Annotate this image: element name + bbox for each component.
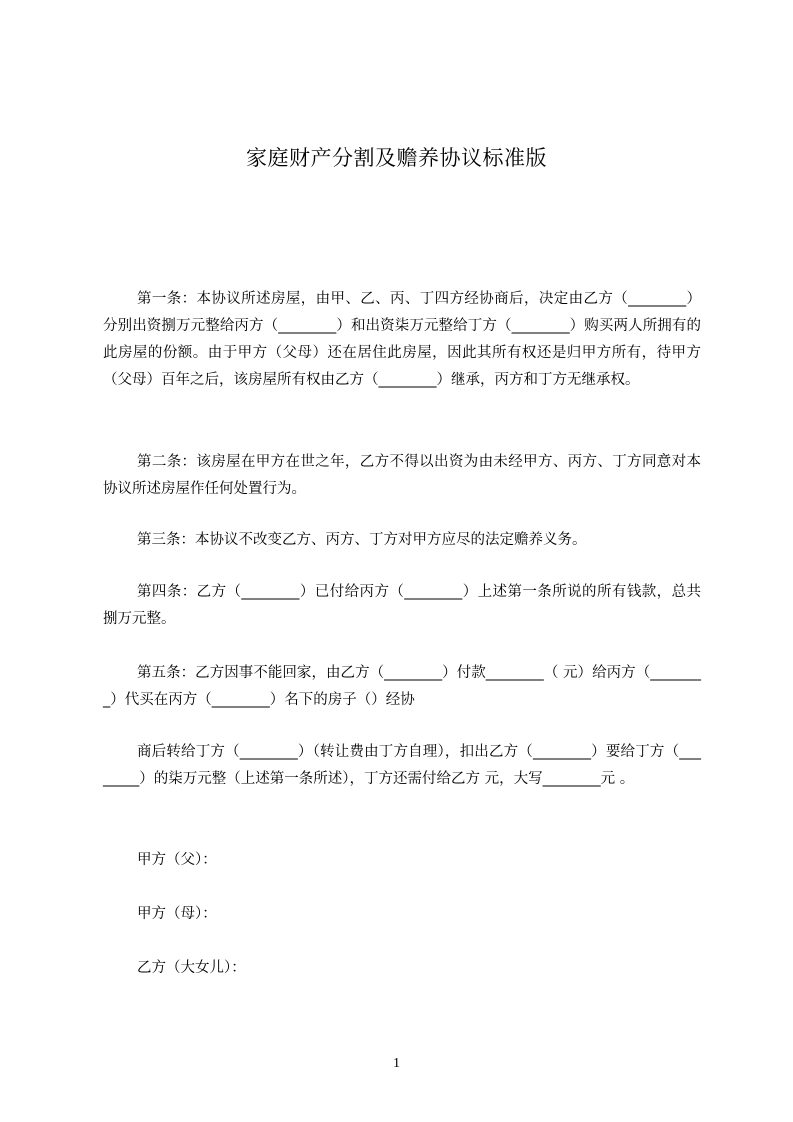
signature-party-a-father: 甲方（父）：	[137, 852, 217, 868]
article-1: 第一条：本协议所述房屋，由甲、乙、丙、丁四方经协商后，决定由乙方（________）分别出资捌万元整给丙方（________）和出资柒万元整给丁方（________）购买两人所拥有的此房屋的份额。由于甲方（父母）还在居住此房屋，因此其所有权还是归甲方所有，待甲方（父母）百年之后，该房屋所有权由乙方（________）继承，丙方和丁方无继承权。	[103, 291, 701, 388]
page-number: 1	[393, 1056, 400, 1071]
signature-party-a-mother: 甲方（母）：	[137, 906, 217, 922]
article-5-continued: 商后转给丁方（________）（转让费由丁方自理），扣出乙方（________）要给丁方（________）的柒万元整（上述第一条所述），丁方还需付给乙方 元，大写________元 。	[103, 744, 701, 787]
article-4: 第四条：乙方（________）已付给丙方（________）上述第一条所说的所有钱款，总共捌万元整。	[103, 584, 701, 627]
article-3: 第三条：本协议不改变乙方、丙方、丁方对甲方应尽的法定赡养义务。	[137, 532, 587, 548]
article-2: 第二条：该房屋在甲方在世之年，乙方不得以出资为由未经甲方、丙方、丁方同意对本协议所述房屋作任何处置行为。	[103, 454, 701, 497]
signature-party-b-eldest-daughter: 乙方（大女儿）：	[137, 960, 246, 976]
document-title: 家庭财产分割及赡养协议标准版	[246, 146, 547, 170]
article-5: 第五条：乙方因事不能回家，由乙方（________）付款________（ 元）给丙方（________）代买在丙方（________）名下的房子（）经协	[103, 665, 701, 708]
